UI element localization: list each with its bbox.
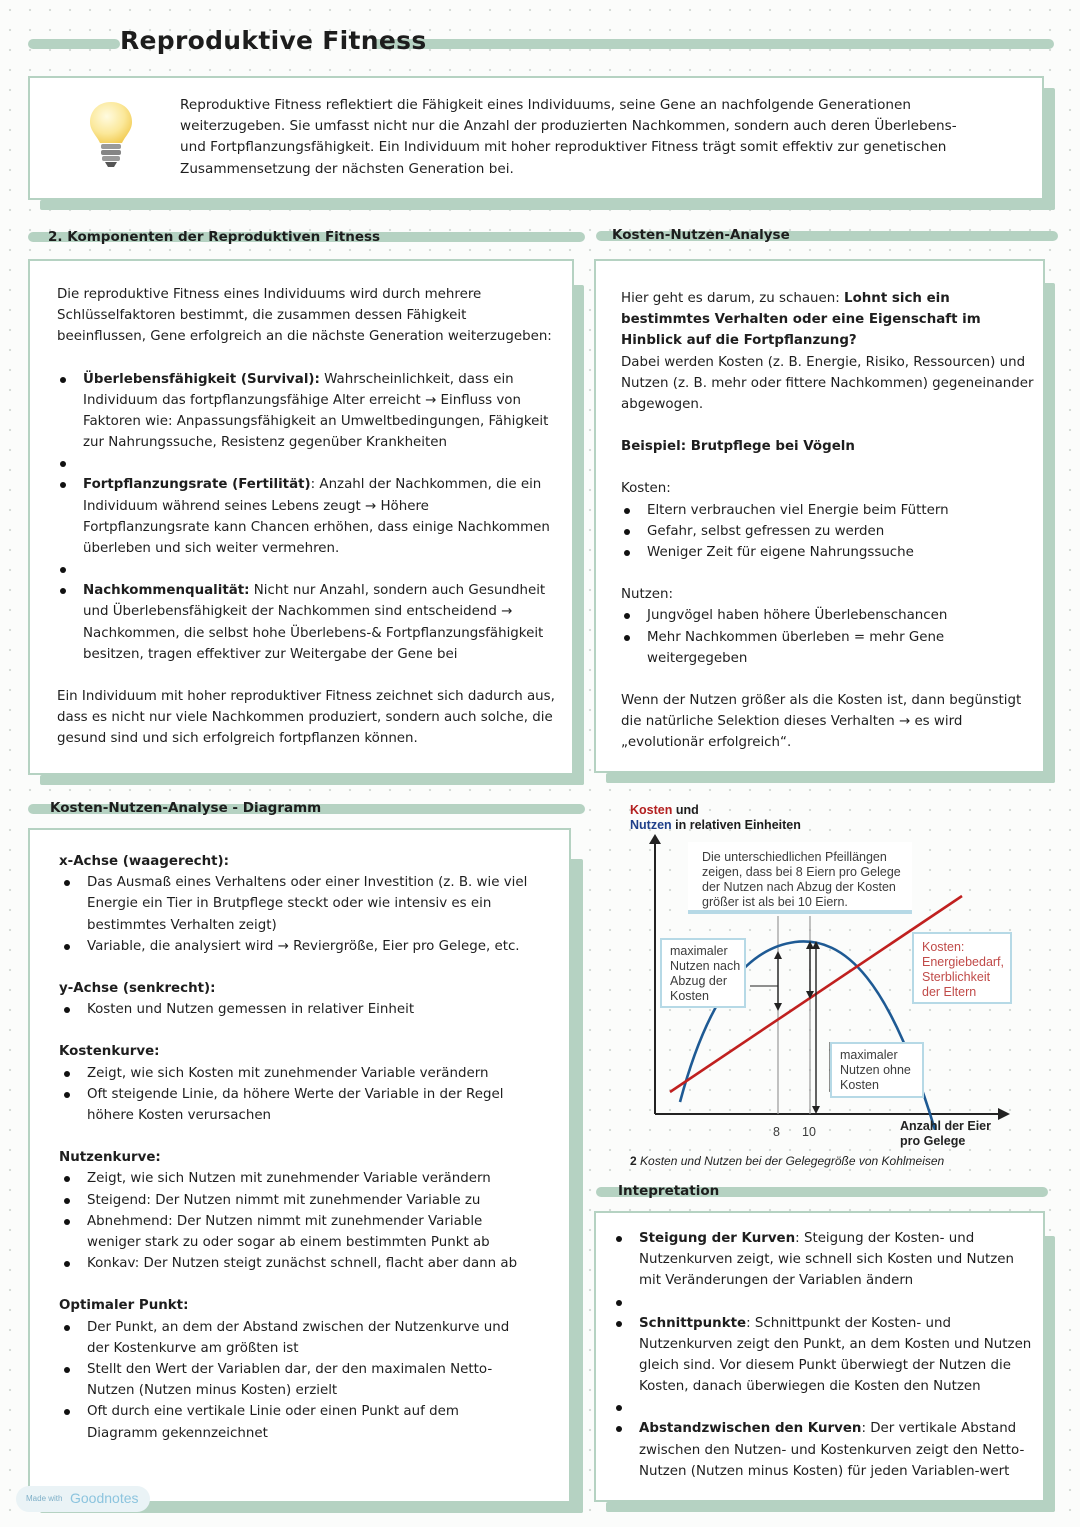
benefit-curve-title: Nutzenkurve:	[59, 1150, 161, 1166]
costbenefit-intro-rest: Dabei werden Kosten (z. B. Energie, Risiko, Ressourcen) und Nutzen (z. B. mehr oder fittere Nachkommen) gegeneinander abgewogen.	[621, 354, 1034, 413]
watermark-small: Made with	[26, 1494, 63, 1503]
figure-label-right: Kosten: Energiebedarf, Sterblichkeit der Eltern	[922, 940, 1005, 999]
component-item-quality: Nachkommenqualität: Nicht nur Anzahl, sondern auch Gesundheit und Überlebensfähigkeit der Nachkommen sind entscheidend → Nachkommen, die selbst hohe Überlebens-& Fortpflanzungsfähigkeit besitzen, tragen effektiver zur Weitergabe der Gene bei	[57, 580, 557, 665]
watermark-brand: Goodnotes	[70, 1490, 139, 1506]
tick-10: 10	[802, 1125, 816, 1139]
optimal-point-item: Oft durch eine vertikale Linie oder einen Punkt auf dem Diagramm gekennzeichnet	[61, 1401, 529, 1443]
x-axis-item: Variable, die analysiert wird → Reviergröße, Eier pro Gelege, etc.	[61, 936, 529, 957]
figure-caption: 2 Kosten und Nutzen bei der Gelegegröße von Kohlmeisen	[630, 1154, 945, 1168]
x-axis-title: x-Achse (waagerecht):	[59, 854, 230, 869]
figure-x-label: Anzahl der Eier pro Gelege	[900, 1119, 991, 1148]
benefit-curve-item: Zeigt, wie sich Nutzen mit zunehmender Variable verändern	[61, 1168, 529, 1189]
diagram-heading: Kosten-Nutzen-Analyse - Diagramm	[50, 800, 322, 816]
figure-label-mid: maximaler Nutzen ohne Kosten	[840, 1048, 911, 1092]
goodnotes-watermark[interactable]	[16, 1486, 150, 1512]
cost-curve-item: Oft steigende Linie, da höhere Werte der Variable in der Regel höhere Kosten verursachen	[61, 1084, 529, 1126]
intro-line: weiterzugeben. Sie umfasst nicht nur die Anzahl der produzierten Nachkommen, sondern auch deren Überlebens-	[180, 118, 957, 135]
lightbulb-icon	[88, 100, 134, 170]
benefit-item: Mehr Nachkommen überleben = mehr Gene weitergegeben	[621, 627, 1036, 669]
components-heading: 2. Komponenten der Reproduktiven Fitness	[48, 229, 381, 245]
page-title: Reproduktive Fitness	[120, 26, 427, 55]
title-bar-left	[28, 39, 120, 49]
interpretation-box-shadow-bottom	[606, 1502, 1055, 1512]
component-item-fertility: Fortpflanzungsrate (Fertilität): Anzahl der Nachkommen, die ein Individuum während seines Lebens zeugt → Höhere Fortpflanzungsrate kann Chancen erhöhen, dass einige Nachkommen überleben und sich weiter vermehren.	[57, 474, 557, 559]
x-axis-item: Das Ausmaß eines Verhaltens oder einer Investition (z. B. wie viel Energie ein Tier in Brutpflege steckt oder wie intensiv es ein bestimmtes Verhalten zeigt)	[61, 872, 529, 936]
cost-item: Eltern verbrauchen viel Energie beim Füttern	[621, 500, 1036, 521]
interpretation-item-intersection: Schnittpunkte: Schnittpunkt der Kosten- und Nutzenkurven zeigt den Punkt, an dem Kosten und Nutzen gleich sind. Vor diesem Punkt überwiegt der Nutzen die Kosten, danach überwiegen die Kosten den Nutzen	[613, 1313, 1033, 1398]
benefit-curve-item: Steigend: Der Nutzen nimmt mit zunehmender Variable zu	[61, 1190, 529, 1211]
costbenefit-text	[621, 288, 1036, 754]
costs-label: Kosten:	[621, 481, 671, 497]
components-text	[57, 284, 557, 750]
benefits-label: Nutzen:	[621, 587, 674, 603]
component-item-survival: Überlebensfähigkeit (Survival): Wahrscheinlichkeit, dass ein Individuum das fortpflanzungsfähige Alter erreicht → Einfluss von Faktoren wie: Anpassungsfähigkeit an Umweltbedingungen, Fähigkeit zur Nahrungssuche, Resistenz gegenüber Krankheiten	[57, 369, 557, 454]
net-arrow-8-head-top-icon	[774, 951, 782, 959]
net-arrow-8-head-bottom-icon	[774, 1003, 782, 1011]
intro-box-shadow-bottom	[40, 200, 1055, 210]
intro-text	[180, 95, 1030, 180]
interpretation-item-slope: Steigung der Kurven: Steigung der Kosten- und Nutzenkurven zeigt, wie schnell sich Kosten und Nutzen mit Veränderungen der Variablen ändern	[613, 1228, 1033, 1292]
interpretation-text	[613, 1228, 1033, 1482]
intro-line: Zusammensetzung der nächsten Generation bei.	[180, 160, 514, 177]
costbenefit-example: Beispiel: Brutpflege bei Vögeln	[621, 439, 855, 455]
benefit-curve-item: Konkav: Der Nutzen steigt zunächst schnell, flacht aber dann ab	[61, 1253, 529, 1274]
intro-line: und Fortpflanzungsfähigkeit. Ein Individuum mit hoher reproduktiver Fitness trägt somit effektiv zur genetischen	[180, 139, 947, 156]
y-axis-title: y-Achse (senkrecht):	[59, 981, 216, 997]
costbenefit-intro-plain: Hier geht es darum, zu schauen:	[621, 291, 845, 306]
max-benefit-arrow-head-bottom-icon	[812, 1106, 820, 1114]
title-bar-right	[372, 39, 1054, 49]
y-axis-arrow-icon	[649, 834, 661, 844]
figure-callout-text: Die unterschiedlichen Pfeillängen zeigen, dass bei 8 Eiern pro Gelege der Nutzen nach Abzug der Kosten größer ist als bei 10 Eiern.	[702, 850, 901, 909]
cost-item: Gefahr, selbst gefressen zu werden	[621, 521, 1036, 542]
costbenefit-box-shadow-bottom	[606, 773, 1055, 783]
components-box-shadow-bottom	[40, 775, 584, 785]
cost-curve-item: Zeigt, wie sich Kosten mit zunehmender Variable verändern	[61, 1063, 529, 1084]
components-closing: Ein Individuum mit hoher reproduktiver Fitness zeichnet sich dadurch aus, dass es nicht nur viele Nachkommen produziert, sondern auch solche, die gesund sind und sich erfolgreich fortpflanzen können.	[57, 689, 555, 747]
intro-box-shadow	[1043, 88, 1055, 210]
benefit-curve-item: Abnehmend: Der Nutzen nimmt mit zunehmender Variable weniger stark zu oder sogar ab einem bestimmten Punkt ab	[61, 1211, 529, 1253]
components-lead: Die reproduktive Fitness eines Individuums wird durch mehrere Schlüsselfaktoren bestimmt, die zusammen dessen Fähigkeit beeinflussen, Gene erfolgreich an die nächste Generation weiterzugeben:	[57, 287, 552, 345]
optimal-point-item: Der Punkt, an dem der Abstand zwischen der Nutzenkurve und der Kostenkurve am größten ist	[61, 1317, 529, 1359]
y-axis-item: Kosten und Nutzen gemessen in relativer Einheit	[61, 999, 529, 1020]
interpretation-item-distance: Abstandzwischen den Kurven: Der vertikale Abstand zwischen den Nutzen- und Kostenkurven zeigt den Netto-Nutzen (Nutzen minus Kosten) für jeden Variablen-wert	[613, 1418, 1033, 1482]
costbenefit-intro-bold: Lohnt sich ein bestimmtes Verhalten oder eine Eigenschaft im Hinblick auf die Fortpflanzung?	[621, 291, 981, 349]
costbenefit-heading: Kosten-Nutzen-Analyse	[612, 227, 790, 243]
optimal-point-item: Stellt den Wert der Variablen dar, der den maximalen Netto-Nutzen (Nutzen minus Kosten) erzielt	[61, 1359, 529, 1401]
figure-label-left: maximaler Nutzen nach Abzug der Kosten	[670, 944, 741, 1003]
optimal-point-title: Optimaler Punkt:	[59, 1298, 189, 1314]
tick-8: 8	[773, 1125, 780, 1139]
intro-line: Reproduktive Fitness reflektiert die Fähigkeit eines Individuums, seine Gene an nachfolgende Generationen	[180, 97, 911, 113]
cost-curve-title: Kostenkurve:	[59, 1044, 160, 1060]
costbenefit-conclusion: Wenn der Nutzen größer als die Kosten ist, dann begünstigt die natürliche Selektion dieses Verhalten → es wird „evolutionär erfolgreich“.	[621, 693, 1022, 751]
benefit-item: Jungvögel haben höhere Überlebenschancen	[621, 605, 1036, 626]
diagram-text	[59, 851, 529, 1444]
interpretation-heading: Intepretation	[618, 1183, 720, 1199]
figure-y-label: Kosten und Nutzen in relativen Einheiten	[630, 803, 801, 832]
cost-item: Weniger Zeit für eigene Nahrungssuche	[621, 542, 1036, 563]
